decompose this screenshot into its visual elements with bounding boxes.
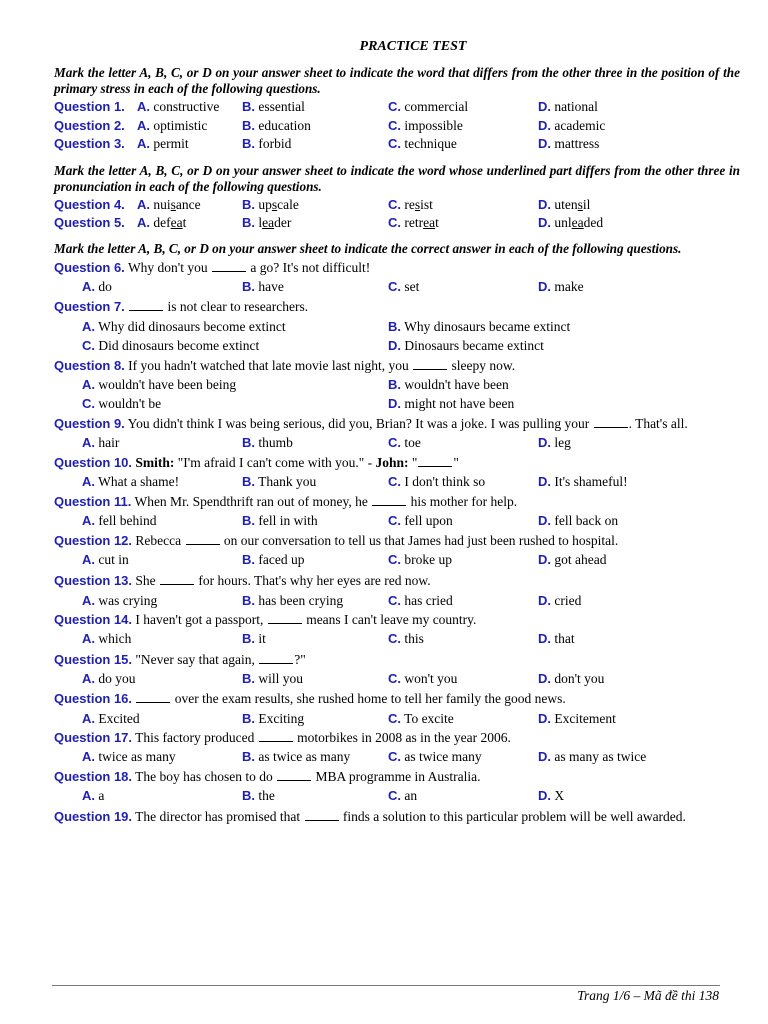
question-13-stem: Question 13. She for hours. That's why her eyes are red now.: [54, 573, 431, 588]
question-label: Question 11.: [54, 494, 132, 509]
question-14-options: [54, 630, 744, 648]
option-c[interactable]: C. technique: [388, 136, 457, 151]
option-c[interactable]: C. impossible: [388, 118, 463, 133]
question-label: Question 18.: [54, 769, 133, 784]
question-label: Question 8.: [54, 358, 125, 373]
option-c[interactable]: C. set: [388, 279, 420, 294]
option-b[interactable]: B. Thank you: [242, 474, 317, 489]
question-7-options-row2: [54, 337, 744, 355]
option-c[interactable]: C. retreat: [388, 215, 439, 230]
question-label: Question 6.: [54, 260, 125, 275]
instruction-correct-answer: Mark the letter A, B, C, or D on your answer sheet to indicate the correct answer in each of the following questions.: [54, 241, 682, 256]
option-b[interactable]: B. thumb: [242, 435, 293, 450]
question-13-options: [54, 592, 744, 610]
option-d[interactable]: D. don't you: [538, 671, 605, 686]
answer-blank: [268, 612, 302, 624]
option-b[interactable]: B. upscale: [242, 197, 299, 212]
option-d[interactable]: D. academic: [538, 118, 606, 133]
question-9-stem: Question 9. You didn't think I was being serious, did you, Brian? It was a joke. I was pulling your . That's all.: [54, 416, 688, 431]
option-a[interactable]: A. a: [82, 788, 105, 803]
question-8-stem: Question 8. If you hadn't watched that late movie last night, you sleepy now.: [54, 358, 516, 373]
question-19-stem: Question 19. The director has promised that finds a solution to this particular problem will be well awarded.: [54, 809, 686, 824]
option-d[interactable]: D. mattress: [538, 136, 600, 151]
option-d[interactable]: D. might not have been: [388, 396, 515, 411]
option-d[interactable]: D. X: [538, 788, 565, 803]
question-label: Question 10.: [54, 455, 133, 470]
question-11-stem: Question 11. When Mr. Spendthrift ran out of money, he his mother for help.: [54, 494, 518, 509]
option-b[interactable]: B. have: [242, 279, 284, 294]
question-16-options: [54, 710, 744, 728]
option-d[interactable]: D. utensil: [538, 197, 591, 212]
answer-blank: [305, 809, 339, 821]
option-c[interactable]: C. an: [388, 788, 418, 803]
answer-blank: [136, 691, 170, 703]
question-16-stem: Question 16. over the exam results, she rushed home to tell her family the good news.: [54, 691, 566, 706]
answer-blank: [160, 573, 194, 585]
option-b[interactable]: B. it: [242, 631, 266, 646]
question-label: Question 2.: [54, 118, 125, 133]
option-c[interactable]: C. broke up: [388, 552, 452, 567]
option-d[interactable]: D. Dinosaurs became extinct: [388, 338, 544, 353]
option-d[interactable]: D. national: [538, 99, 598, 114]
question-2: [54, 117, 744, 135]
option-a[interactable]: A. do you: [82, 671, 136, 686]
question-label: Question 5.: [54, 215, 125, 230]
answer-blank: [259, 730, 293, 742]
question-7-stem: Question 7. is not clear to researchers.: [54, 299, 309, 314]
option-d[interactable]: D. got ahead: [538, 552, 607, 567]
question-9-options: [54, 434, 744, 452]
option-a[interactable]: A. fell behind: [82, 513, 157, 528]
option-b[interactable]: B. as twice as many: [242, 749, 351, 764]
question-18-stem: Question 18. The boy has chosen to do MBA programme in Australia.: [54, 769, 481, 784]
option-a[interactable]: A. constructive: [137, 99, 220, 114]
question-7-options-row1: [54, 318, 744, 336]
answer-blank: [372, 494, 406, 506]
question-15-options: [54, 670, 744, 688]
question-1: [54, 98, 744, 116]
question-5: [54, 214, 744, 232]
question-8-options-row2: [54, 395, 744, 413]
question-10-stem: Question 10. Smith: "I'm afraid I can't come with you." - John: " ": [54, 455, 459, 470]
question-17-options: [54, 748, 744, 766]
option-c[interactable]: C. wouldn't be: [82, 396, 162, 411]
option-b[interactable]: B. the: [242, 788, 275, 803]
question-14-stem: Question 14. I haven't got a passport, means I can't leave my country.: [54, 612, 477, 627]
question-17-stem: Question 17. This factory produced motorbikes in 2008 as in the year 2006.: [54, 730, 511, 745]
question-label: Question 13.: [54, 573, 133, 588]
question-8-options-row1: [54, 376, 744, 394]
question-label: Question 7.: [54, 299, 125, 314]
question-4: [54, 196, 744, 214]
question-18-options: [54, 787, 744, 805]
answer-blank: [277, 769, 311, 781]
footer-divider: [52, 985, 720, 986]
answer-blank: [594, 416, 628, 428]
answer-blank: [418, 455, 452, 467]
question-6-options: [54, 278, 744, 296]
option-c[interactable]: C. won't you: [388, 671, 458, 686]
page-title: PRACTICE TEST: [359, 39, 467, 54]
question-label: Question 17.: [54, 730, 133, 745]
option-a[interactable]: A. cut in: [82, 552, 129, 567]
question-11-options: [54, 512, 744, 530]
question-label: Question 1.: [54, 99, 125, 114]
question-label: Question 3.: [54, 136, 125, 151]
question-label: Question 19.: [54, 809, 133, 824]
option-a[interactable]: A. What a shame!: [82, 474, 180, 489]
option-a[interactable]: A. twice as many: [82, 749, 176, 764]
question-10-options: [54, 473, 744, 491]
option-c[interactable]: C. has cried: [388, 593, 453, 608]
option-b[interactable]: B. fell in with: [242, 513, 318, 528]
option-a[interactable]: A. hair: [82, 435, 120, 450]
answer-blank: [212, 260, 246, 272]
option-d[interactable]: D. make: [538, 279, 584, 294]
option-c[interactable]: C. I don't think so: [388, 474, 486, 489]
answer-blank: [413, 358, 447, 370]
option-b[interactable]: B. Why dinosaurs became extinct: [388, 319, 571, 334]
option-c[interactable]: C. as twice many: [388, 749, 482, 764]
option-b[interactable]: B. forbid: [242, 136, 292, 151]
option-c[interactable]: C. this: [388, 631, 424, 646]
option-a[interactable]: A. permit: [137, 136, 189, 151]
option-b[interactable]: B. faced up: [242, 552, 305, 567]
question-label: Question 12.: [54, 533, 133, 548]
option-d[interactable]: D. unleaded: [538, 215, 604, 230]
option-a[interactable]: A. Excited: [82, 711, 140, 726]
option-b[interactable]: B. essential: [242, 99, 305, 114]
option-d[interactable]: D. Excitement: [538, 711, 616, 726]
option-a[interactable]: A. nuisance: [137, 197, 201, 212]
option-c[interactable]: C. To excite: [388, 711, 454, 726]
option-d[interactable]: D. that: [538, 631, 575, 646]
question-12-options: [54, 551, 744, 569]
option-b[interactable]: B. wouldn't have been: [388, 377, 509, 392]
option-d[interactable]: D. leg: [538, 435, 571, 450]
option-d[interactable]: D. cried: [538, 593, 582, 608]
option-c[interactable]: C. toe: [388, 435, 421, 450]
option-a[interactable]: A. optimistic: [137, 118, 208, 133]
answer-blank: [129, 299, 163, 311]
option-b[interactable]: B. has been crying: [242, 593, 344, 608]
option-d[interactable]: D. fell back on: [538, 513, 619, 528]
option-a[interactable]: A. wouldn't have been being: [82, 377, 237, 392]
answer-blank: [259, 652, 293, 664]
option-b[interactable]: B. leader: [242, 215, 292, 230]
question-6-stem: Question 6. Why don't you a go? It's not difficult!: [54, 260, 371, 275]
instruction-stress: Mark the letter A, B, C, or D on your answer sheet to indicate the word that differs from the other three in the position of the primary stress in each of the following questions.: [54, 65, 740, 96]
option-b[interactable]: B. will you: [242, 671, 304, 686]
question-label: Question 16.: [54, 691, 133, 706]
question-12-stem: Question 12. Rebecca on our conversation to tell us that James had just been rushed to hospital.: [54, 533, 619, 548]
question-label: Question 4.: [54, 197, 125, 212]
option-c[interactable]: C. fell upon: [388, 513, 453, 528]
question-15-stem: Question 15. "Never say that again, ?": [54, 652, 306, 667]
option-c[interactable]: C. resist: [388, 197, 433, 212]
question-label: Question 15.: [54, 652, 133, 667]
page-footer: Trang 1/6 – Mã đề thi 138: [577, 988, 719, 1003]
option-a[interactable]: A. was crying: [82, 593, 158, 608]
option-a[interactable]: A. Why did dinosaurs become extinct: [82, 319, 286, 334]
question-label: Question 9.: [54, 416, 125, 431]
option-d[interactable]: D. as many as twice: [538, 749, 647, 764]
option-b[interactable]: B. education: [242, 118, 311, 133]
option-a[interactable]: A. which: [82, 631, 132, 646]
answer-blank: [186, 533, 220, 545]
option-c[interactable]: C. commercial: [388, 99, 469, 114]
question-label: Question 14.: [54, 612, 133, 627]
option-a[interactable]: A. do: [82, 279, 112, 294]
option-c[interactable]: C. Did dinosaurs become extinct: [82, 338, 260, 353]
option-b[interactable]: B. Exciting: [242, 711, 305, 726]
question-3: [54, 135, 744, 153]
option-d[interactable]: D. It's shameful!: [538, 474, 628, 489]
option-a[interactable]: A. defeat: [137, 215, 187, 230]
instruction-pronunciation: Mark the letter A, B, C, or D on your answer sheet to indicate the word whose underlined part differs from the other three in pronunciation in each of the following questions.: [54, 163, 740, 194]
